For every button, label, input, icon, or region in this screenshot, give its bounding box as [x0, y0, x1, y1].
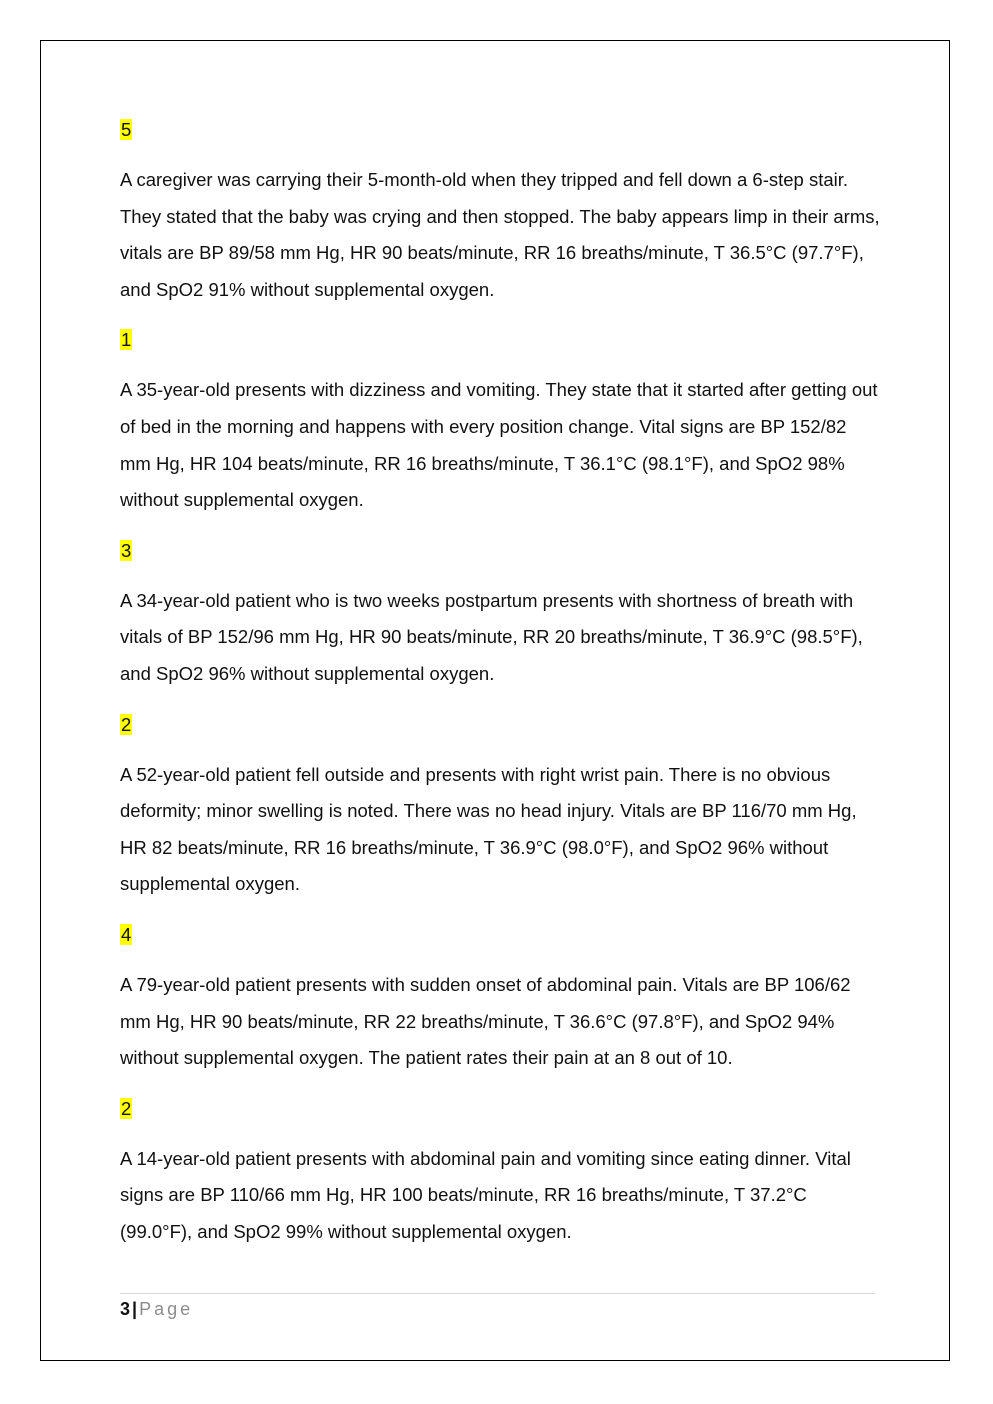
footer-separator: |	[132, 1299, 138, 1319]
scenario-text: A 35-year-old presents with dizziness and vomiting. They state that it started after getting out of bed in the morning and happens with every position change. Vital signs are BP 152/82 mm Hg, HR 104 beats/minute, RR 16 breaths/minute, T 36.1°C (98.1°F), and SpO2 98% without supplemental oxygen.	[120, 379, 878, 511]
triage-score: 4	[121, 923, 132, 945]
score-line	[120, 112, 880, 148]
score-line	[120, 917, 880, 953]
page-footer	[120, 1293, 875, 1322]
triage-score: 1	[121, 329, 132, 351]
scenario-item	[120, 322, 880, 518]
scenario-text: A 79-year-old patient presents with sudden onset of abdominal pain. Vitals are BP 106/62 mm Hg, HR 90 beats/minute, RR 22 breaths/minute, T 36.6°C (97.8°F), and SpO2 94% without supplemental oxygen. The patient rates their pain at an 8 out of 10.	[120, 973, 851, 1069]
scenario-text: A 34-year-old patient who is two weeks postpartum presents with shortness of breath with vitals of BP 152/96 mm Hg, HR 90 beats/minute, RR 20 breaths/minute, T 36.9°C (98.5°F), and SpO2 96% without supplemental oxygen.	[120, 589, 863, 684]
scenario-item	[120, 1091, 880, 1251]
triage-score: 2	[121, 1097, 132, 1119]
triage-score: 3	[121, 539, 132, 561]
score-line	[120, 1091, 880, 1127]
document-body	[120, 112, 880, 1264]
scenario-text: A caregiver was carrying their 5-month-old when they tripped and fell down a 6-step stair. They stated that the baby was crying and then stopped. The baby appears limp in their arms, vitals are BP 89/58 mm Hg, HR 90 beats/minute, RR 16 breaths/minute, T 36.5°C (97.7°F), and SpO2 91% without supplemental oxygen.	[120, 169, 880, 300]
scenario-text: A 52-year-old patient fell outside and presents with right wrist pain. There is no obvious deformity; minor swelling is noted. There was no head injury. Vitals are BP 116/70 mm Hg, HR 82 beats/minute, RR 16 breaths/minute, T 36.9°C (98.0°F), and SpO2 96% without supplemental oxygen.	[120, 763, 857, 895]
scenario-item	[120, 707, 880, 903]
triage-score: 5	[121, 119, 132, 140]
score-line	[120, 707, 880, 743]
triage-score: 2	[121, 713, 132, 735]
scenario-item	[120, 533, 880, 693]
scenario-item	[120, 112, 880, 308]
page-number: 3	[120, 1299, 131, 1319]
scenario-item	[120, 917, 880, 1077]
page-label: Page	[139, 1299, 194, 1319]
score-line	[120, 322, 880, 358]
scenario-text: A 14-year-old patient presents with abdominal pain and vomiting since eating dinner. Vital signs are BP 110/66 mm Hg, HR 100 beats/minute, RR 16 breaths/minute, T 37.2°C (99.0°F), and SpO2 99% without supplemental oxygen.	[120, 1147, 851, 1242]
score-line	[120, 533, 880, 569]
